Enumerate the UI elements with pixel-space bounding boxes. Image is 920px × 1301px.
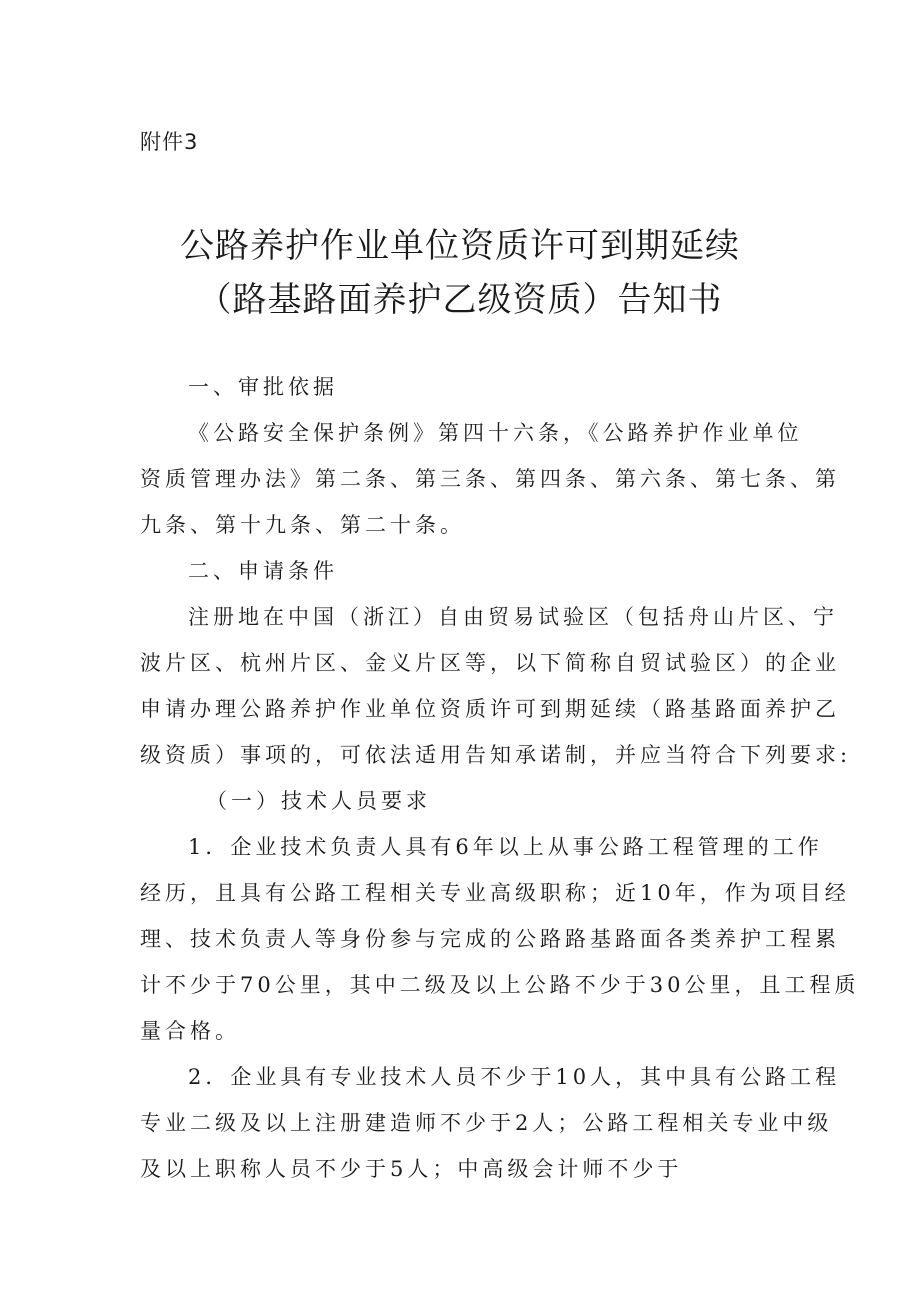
paragraph-line: 专业二级及以上注册建造师不少于2人；公路工程相关专业中级 — [140, 1111, 833, 1135]
paragraph-line: 《公路安全保护条例》第四十六条，《公路养护作业单位 — [188, 421, 803, 445]
paragraph-line: 注册地在中国（浙江）自由贸易试验区（包括舟山片区、宁 — [188, 605, 838, 629]
paragraph-line: 2．企业具有专业技术人员不少于10人，其中具有公路工程 — [188, 1065, 841, 1089]
paragraph-line: 计不少于70公里，其中二级及以上公路不少于30公里，且工程质 — [140, 973, 860, 997]
paragraph-line: 理、技术负责人等身份参与完成的公路路基路面各类养护工程累 — [140, 927, 840, 951]
paragraph-line: 量合格。 — [140, 1019, 240, 1043]
document-title-line-1: 公路养护作业单位资质许可到期延续 — [180, 226, 740, 266]
paragraph-line: 波片区、杭州片区、金义片区等，以下简称自贸试验区）的企业 — [140, 651, 840, 675]
subsection-heading-technical-staff: （一）技术人员要求 — [206, 789, 431, 813]
paragraph-line: 申请办理公路养护作业单位资质许可到期延续（路基路面养护乙 — [140, 697, 840, 721]
paragraph-line: 资质管理办法》第二条、第三条、第四条、第六条、第七条、第 — [140, 467, 840, 491]
document-body — [140, 364, 860, 1192]
paragraph-line: 级资质）事项的，可依法适用告知承诺制，并应当符合下列要求: — [140, 743, 852, 767]
paragraph-line: 1．企业技术负责人具有6年以上从事公路工程管理的工作 — [188, 835, 823, 859]
document-title-line-2: （路基路面养护乙级资质）告知书 — [197, 280, 723, 320]
attachment-label: 附件3 — [140, 130, 199, 154]
paragraph-line: 经历，且具有公路工程相关专业高级职称；近10年，作为项目经 — [140, 881, 850, 905]
section-heading-conditions: 二、申请条件 — [188, 559, 338, 583]
paragraph-line: 九条、第十九条、第二十条。 — [140, 513, 465, 537]
section-heading-basis: 一、审批依据 — [188, 375, 338, 399]
paragraph-line: 及以上职称人员不少于5人；中高级会计师不少于 — [140, 1157, 683, 1181]
